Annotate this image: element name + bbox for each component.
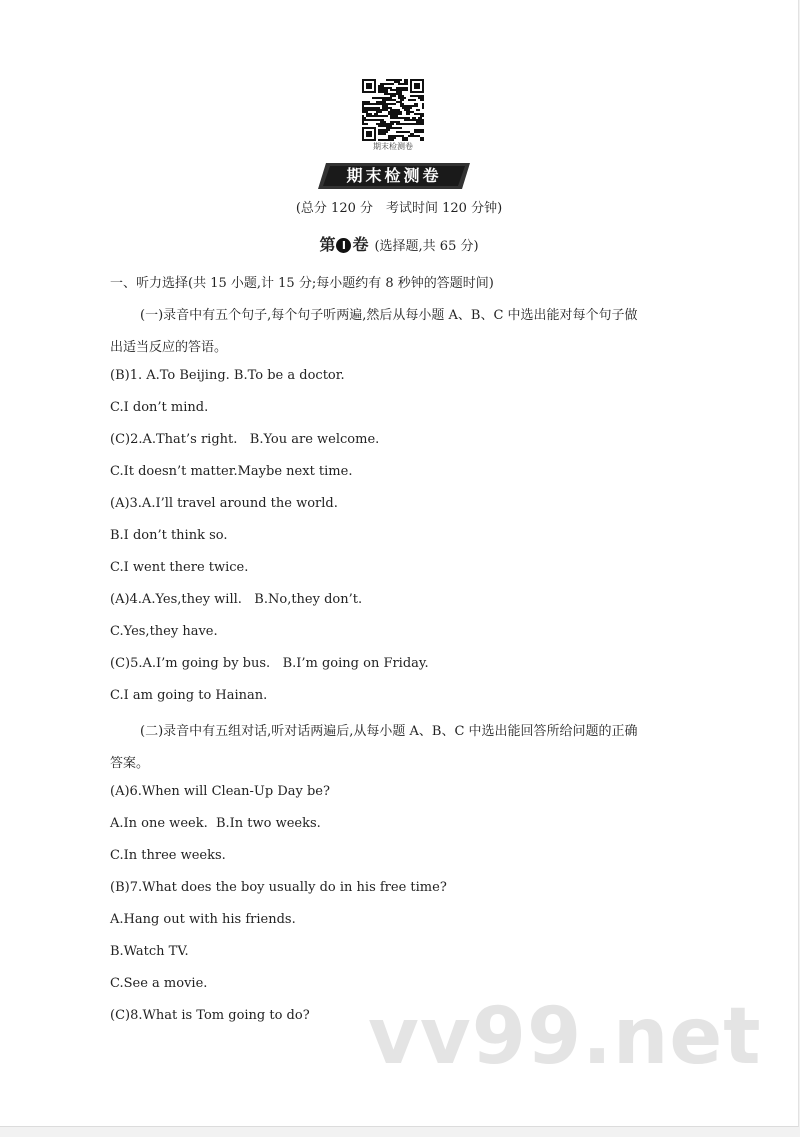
part-instruction: (一)录音中有五个句子,每个句子听两遍,然后从每小题 A、B、C 中选出能对每个句子做 bbox=[140, 308, 638, 323]
question-line: (A)6.When will Clean-Up Day be? bbox=[110, 784, 330, 799]
volume-number-badge: Ⅰ bbox=[336, 238, 351, 253]
question-line: C.It doesn’t matter.Maybe next time. bbox=[110, 464, 353, 479]
question-line: C.I don’t mind. bbox=[110, 400, 209, 415]
title-banner bbox=[318, 163, 470, 189]
question-line: (A)3.A.I’ll travel around the world. bbox=[110, 496, 338, 511]
question-line: C.I went there twice. bbox=[110, 560, 249, 575]
question-line: C.I am going to Hainan. bbox=[110, 688, 268, 703]
question-line: B.Watch TV. bbox=[110, 944, 189, 959]
page-title: 期末检测卷 bbox=[346, 166, 442, 185]
part-instruction: (二)录音中有五组对话,听对话两遍后,从每小题 A、B、C 中选出能回答所给问题的正确 bbox=[140, 724, 638, 739]
exam-subtitle: (总分 120 分 考试时间 120 分钟) bbox=[295, 201, 503, 216]
volume-prefix: 第 bbox=[319, 235, 336, 254]
question-line: (C)8.What is Tom going to do? bbox=[110, 1008, 310, 1023]
qr-code bbox=[362, 79, 424, 141]
question-line: (B)7.What does the boy usually do in his free time? bbox=[110, 880, 447, 895]
volume-heading bbox=[0, 232, 798, 255]
qr-caption: 期末检测卷 bbox=[373, 142, 413, 151]
question-line: C.Yes,they have. bbox=[110, 624, 218, 639]
question-line: (C)5.A.I’m going by bus. B.I’m going on Friday. bbox=[110, 656, 429, 671]
question-line: C.See a movie. bbox=[110, 976, 208, 991]
question-line: B.I don’t think so. bbox=[110, 528, 228, 543]
section-heading: 一、听力选择(共 15 小题,计 15 分;每小题约有 8 秒钟的答题时间) bbox=[110, 276, 494, 291]
question-line: A.In one week. B.In two weeks. bbox=[110, 816, 321, 831]
question-line: A.Hang out with his friends. bbox=[110, 912, 296, 927]
question-line: (B)1. A.To Beijing. B.To be a doctor. bbox=[110, 368, 345, 383]
volume-note: (选择题,共 65 分) bbox=[374, 239, 479, 254]
watermark: vv99.net bbox=[368, 992, 762, 1082]
question-line: C.In three weeks. bbox=[110, 848, 226, 863]
part-instruction-cont: 答案。 bbox=[110, 756, 150, 771]
volume-suffix: 卷 bbox=[352, 235, 369, 254]
question-line: (C)2.A.That’s right. B.You are welcome. bbox=[110, 432, 380, 447]
part-instruction-cont: 出适当反应的答语。 bbox=[110, 340, 228, 355]
question-line: (A)4.A.Yes,they will. B.No,they don’t. bbox=[110, 592, 363, 607]
